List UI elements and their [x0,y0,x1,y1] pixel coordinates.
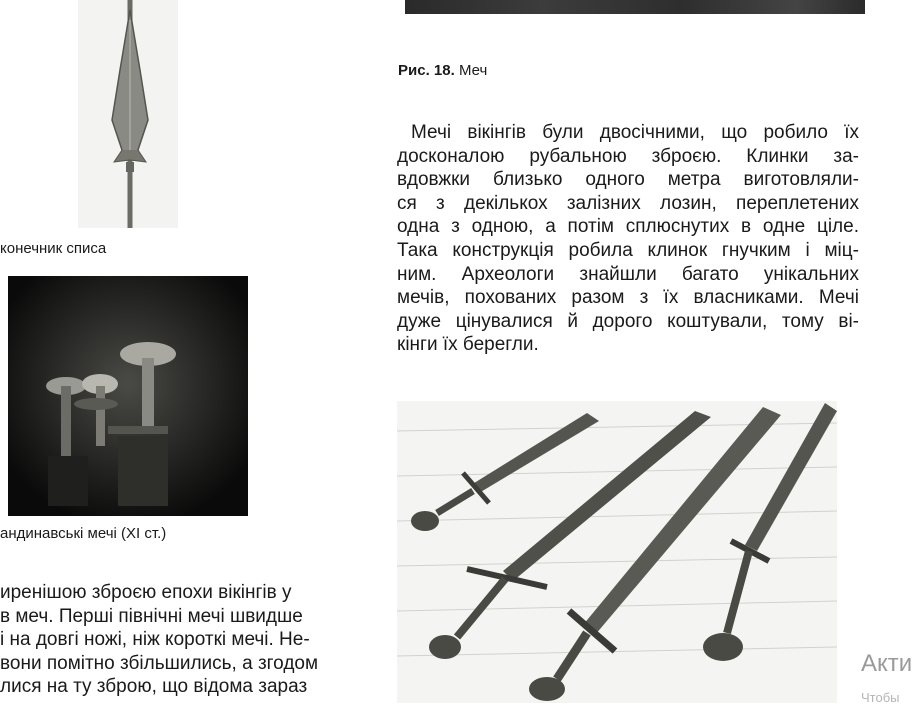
paragraph-line: Така конструкція робила клинок гнучким і міц- [397,239,859,261]
swords-paragraph [397,121,859,357]
paragraph-line: Мечі вікінгів були двосічними, що робило їх [411,122,859,143]
swords-sketch-image [397,401,837,703]
paragraph-line: вдовжки близько одного метра виготовляли- [397,169,859,191]
figure-18-caption [398,62,487,79]
paragraph-line: досконалою рубальною зброєю. Клинки за- [397,145,859,167]
left-text-line: вони помітно збільшились, а згодом [0,652,319,674]
left-text-line: і на довгі ножі, ніж короткі мечі. Не- [0,629,310,651]
swords-sketch-drawing [397,401,837,703]
activation-watermark-title: Акти [861,650,913,677]
figure-18-label: Рис. 18. [398,62,455,79]
spear-caption: конечник списа [0,240,107,257]
paragraph-line: ся з декількох залізних лозин, переплетених [397,192,859,214]
left-column-text [0,581,355,699]
paragraph-line: дуже цінувалися й дорого коштували, тому ві- [397,310,859,332]
left-text-line: в меч. Перші північні мечі швидше [0,605,303,627]
paragraph-line: одна з одною, а потім сплюснутих в одне ціле. [397,216,859,238]
figure-18-title: Меч [458,62,488,79]
viking-swords-photo [8,276,248,516]
paragraph-line: кінги їх берегли. [397,334,539,356]
left-text-line: иренішою зброєю епохи вікінгів у [0,582,292,603]
activation-watermark-subtitle: Чтобы [861,690,900,705]
swords-photo-caption: андинавські мечі (XI ст.) [0,525,167,542]
paragraph-line: ним. Археологи знайшли багато унікальних [397,263,859,285]
paragraph-line: мечів, похованих разом з їх власниками. Мечі [397,287,859,309]
left-text-line: лися на ту зброю, що відома зараз [0,676,308,698]
spear-image [78,0,178,228]
swords-photo-drawing [8,276,248,516]
top-photo-strip [405,0,865,14]
spear-drawing [78,0,178,228]
